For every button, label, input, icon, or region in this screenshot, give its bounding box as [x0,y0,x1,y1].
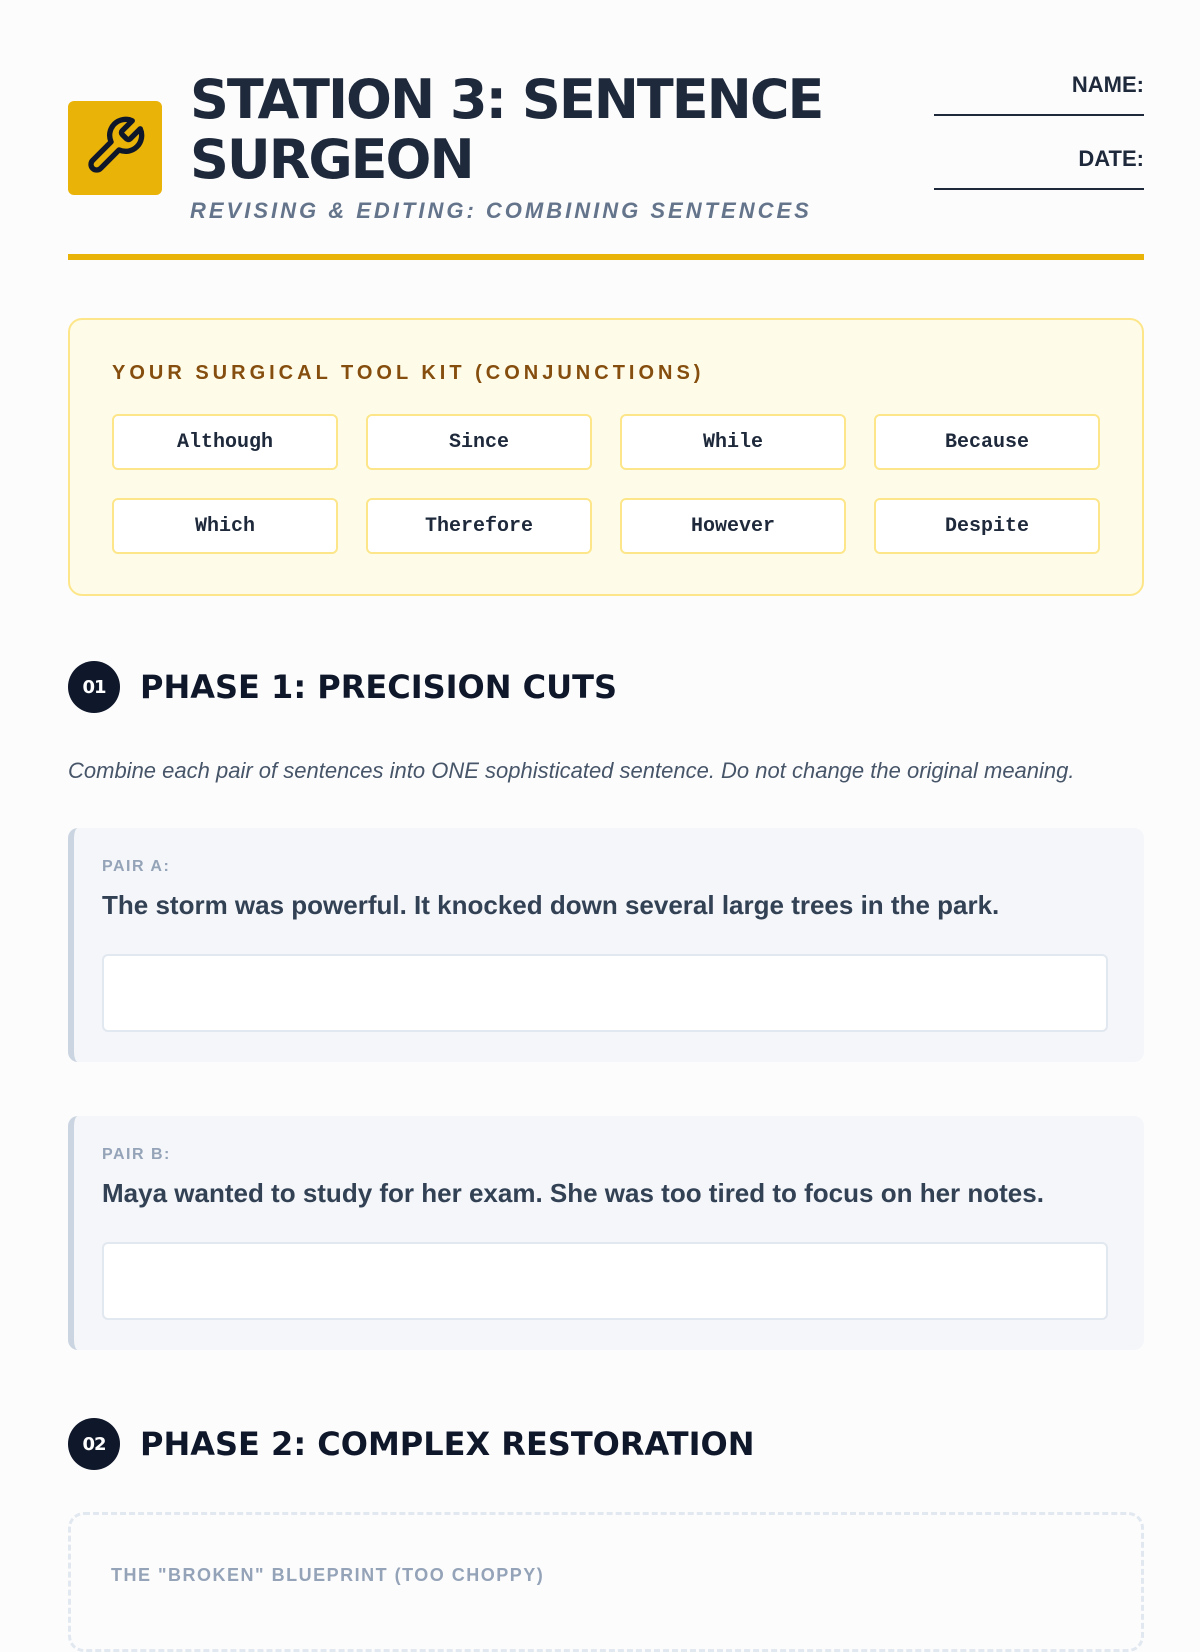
logo-badge [68,101,162,195]
phase-2-header [68,1418,755,1470]
pair-label: PAIR B: [102,1146,171,1163]
date-label: DATE: [1078,146,1144,171]
blueprint-label: THE "BROKEN" BLUEPRINT (TOO CHOPPY) [111,1565,545,1585]
name-field[interactable] [934,114,1144,116]
phase-1-header [68,661,617,713]
page-title: STATION 3: SENTENCE SURGEON [190,68,823,191]
student-info [934,70,1144,218]
pair-card-b [68,1116,1144,1350]
tool-kit-panel [68,318,1144,596]
tool-kit-title: YOUR SURGICAL TOOL KIT (CONJUNCTIONS) [112,362,705,384]
conjunction-list [112,414,1100,554]
date-row [934,144,1144,218]
conjunction-chip: Because [874,414,1100,470]
conjunction-chip: Which [112,498,338,554]
phase-1-instructions: Combine each pair of sentences into ONE sophisticated sentence. Do not change the original meaning. [68,758,1075,783]
worksheet-page [68,0,1144,1600]
phase-title: PHASE 2: COMPLEX RESTORATION [140,1425,755,1463]
conjunction-chip: Therefore [366,498,592,554]
pair-label: PAIR A: [102,858,171,875]
header-divider [68,254,1144,260]
phase-title: PHASE 1: PRECISION CUTS [140,668,618,706]
date-field[interactable] [934,188,1144,190]
conjunction-chip: While [620,414,846,470]
pair-card-a [68,828,1144,1062]
conjunction-chip: Since [366,414,592,470]
conjunction-chip: Although [112,414,338,470]
phase-number-badge: 01 [68,661,120,713]
conjunction-chip: However [620,498,846,554]
answer-field[interactable] [102,1242,1108,1320]
worksheet-header [68,60,1144,260]
answer-field[interactable] [102,954,1108,1032]
name-label: NAME: [1071,72,1144,97]
name-row [934,70,1144,144]
pair-sentences: The storm was powerful. It knocked down several large trees in the park. [102,890,1000,920]
phase-number-badge: 02 [68,1418,120,1470]
blueprint-panel [68,1512,1144,1652]
conjunction-chip: Despite [874,498,1100,554]
page-subtitle: REVISING & EDITING: COMBINING SENTENCES [190,198,812,223]
pair-sentences: Maya wanted to study for her exam. She was too tired to focus on her notes. [102,1178,1044,1208]
wrench-icon [83,114,147,183]
